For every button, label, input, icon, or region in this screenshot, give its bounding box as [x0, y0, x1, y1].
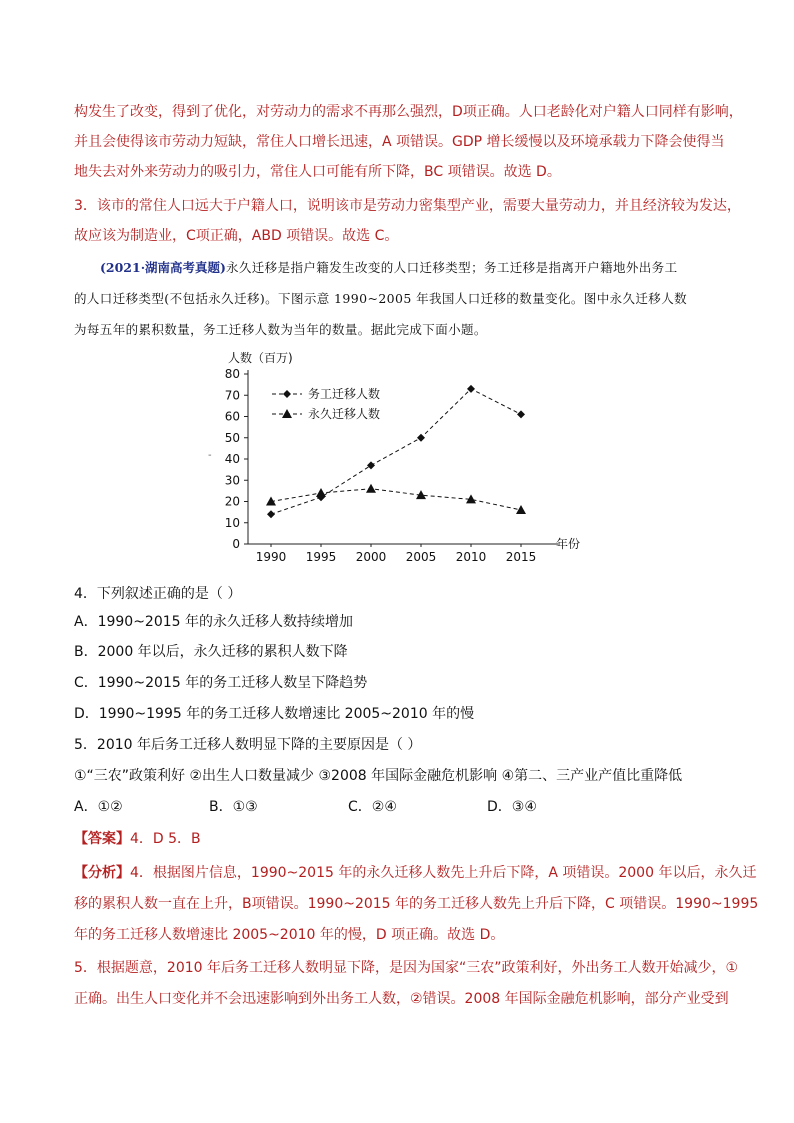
- x-tick-label: 2000: [355, 550, 387, 564]
- question-source: (2021·湖南高考真题): [100, 260, 226, 275]
- q4-option-d: D．1990~1995 年的务工迁移人数增速比 2005~2010 年的慢: [74, 706, 475, 722]
- stray-mark: -: [208, 450, 212, 461]
- x-tick-label: 1995: [305, 550, 337, 564]
- y-tick-label: 40: [224, 452, 240, 466]
- y-tick-label: 50: [224, 430, 240, 445]
- x-tick-label: 2005: [405, 550, 437, 564]
- analysis-tag: 【分析】: [74, 865, 130, 881]
- x-tick-label: 2010: [455, 550, 487, 564]
- y-tick-label: 80: [224, 367, 240, 381]
- series-point: [467, 385, 475, 393]
- legend-marker: [282, 409, 292, 418]
- question-intro-line3: 为每五年的累积数量，务工迁移人数为当年的数量。据此完成下面小题。: [74, 322, 487, 337]
- question-intro-text: 永久迁移是指户籍发生改变的人口迁移类型；务工迁移是指离开户籍地外出务工: [225, 260, 678, 275]
- analysis-line2: 移的累积人数一直在上升，B项错误。1990~2015 年的务工迁移人数先上升后下降，C 项错误。1990~1995: [74, 896, 759, 912]
- q5-option-d: D．③④: [487, 799, 537, 815]
- analysis-line3: 年的务工迁移人数增速比 2005~2010 年的慢，D 项正确。故选 D。: [74, 927, 505, 943]
- analysis-line1: [74, 863, 757, 883]
- analysis-text: 5．根据题意，2010 年后务工迁移人数明显下降，是因为国家“三农”政策利好，外出务工人数开始减少，: [74, 960, 726, 976]
- y-axis-label: 人数（百万): [228, 351, 293, 365]
- paragraph-line: 3．该市的常住人口远大于户籍人口，说明该市是劳动力密集型产业，需要大量劳动力，并且经济较为发达，: [74, 198, 741, 214]
- answer-text: 4．D 5．B: [130, 831, 201, 847]
- y-tick-label: 20: [224, 494, 240, 509]
- y-tick-label: 70: [224, 388, 240, 403]
- answer-tag: 【答案】: [74, 831, 130, 847]
- series-line: [271, 489, 521, 510]
- q5-option-c: C．②④: [348, 799, 397, 815]
- paragraph-line: 构发生了改变，得到了优化，对劳动力的需求不再那么强烈，D项正确。人口老龄化对户籍人口同样有影响，: [74, 104, 743, 120]
- x-tick-label: 1990: [255, 550, 287, 564]
- paragraph-line: 地失去对外来劳动力的吸引力，常住人口可能有所下降，BC 项错误。故选 D。: [74, 164, 561, 180]
- y-tick-label: 60: [224, 409, 240, 424]
- paragraph-line: 并且会使得该市劳动力短缺，常住人口增长迅速，A 项错误。GDP 增长缓慢以及环境承载力下降会使得当: [74, 134, 725, 150]
- series-point: [367, 461, 375, 469]
- analysis-marker: ①: [725, 960, 739, 976]
- legend-marker: [283, 390, 291, 398]
- q5-option-a: A．①②: [74, 799, 123, 815]
- legend-label: 务工迁移人数: [308, 387, 381, 401]
- migration-line-chart: [212, 350, 592, 570]
- q4-stem: 4．下列叙述正确的是（ ）: [74, 586, 242, 602]
- analysis-line4: [74, 958, 739, 978]
- q5-option-b: B．①③: [209, 799, 258, 815]
- x-axis-label: 年份: [556, 537, 581, 551]
- analysis-text: 4．根据图片信息，1990~2015 年的永久迁移人数先上升后下降，A 项错误。2000 年以后，永久迁: [130, 865, 757, 881]
- q4-option-c: C．1990~2015 年的务工迁移人数呈下降趋势: [74, 675, 368, 691]
- y-tick-label: 0: [232, 537, 240, 551]
- series-point: [517, 410, 525, 418]
- legend-label: 永久迁移人数: [308, 407, 381, 421]
- analysis-line5: 正确。出生人口变化并不会迅速影响到外出务工人数，②错误。2008 年国际金融危机影响，部分产业受到: [74, 991, 729, 1007]
- q4-option-a: A．1990~2015 年的永久迁移人数持续增加: [74, 614, 354, 630]
- question-intro-line1: [100, 258, 760, 278]
- q5-items: ①“三农”政策利好 ②出生人口数量减少 ③2008 年国际金融危机影响 ④第二、三产业产值比重降低: [74, 768, 683, 784]
- q5-stem: 5．2010 年后务工迁移人数明显下降的主要原因是（ ）: [74, 737, 422, 753]
- answer-line: [74, 829, 734, 849]
- series-point: [316, 488, 326, 497]
- series-point: [417, 434, 425, 442]
- q4-option-b: B．2000 年以后，永久迁移的累积人数下降: [74, 644, 348, 660]
- series-point: [267, 510, 275, 518]
- x-tick-label: 2015: [505, 550, 537, 564]
- paragraph-line: 故应该为制造业，C项正确，ABD 项错误。故选 C。: [74, 228, 399, 244]
- y-tick-label: 10: [224, 515, 240, 530]
- question-intro-line2: 的人口迁移类型(不包括永久迁移)。下图示意 1990~2005 年我国人口迁移的数量变化。图中永久迁移人数: [74, 291, 687, 306]
- series-point: [516, 505, 526, 514]
- y-tick-label: 30: [224, 473, 240, 488]
- series-point: [366, 484, 376, 493]
